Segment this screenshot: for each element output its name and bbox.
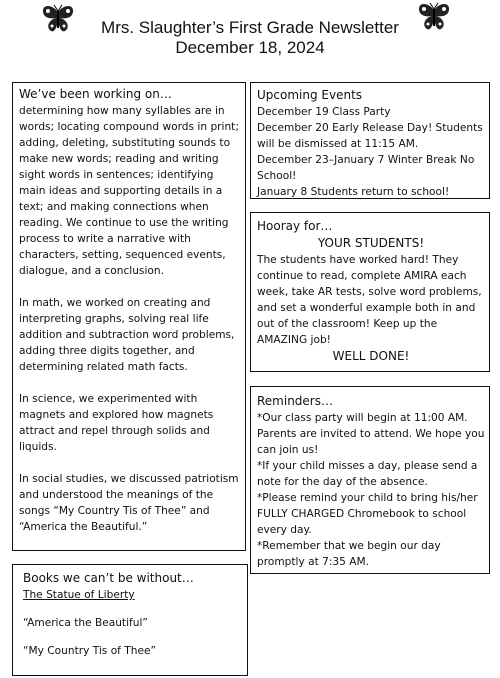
working-on-language-arts: determining how many syllables are in words; locating compound words in print; adding, deleting, substituting sounds to make new words; reading and writing sight words in sentences; identifying main ideas and supporting details in a text; and making connections when reading. We continue to use the writing process to write a narrative with characters, setting, sequenced events, dialogue, and a conclusion. <box>19 105 239 277</box>
event-item: December 23–January 7 Winter Break No School! <box>257 154 475 182</box>
event-item: December 19 Class Party <box>257 106 391 118</box>
working-on-heading: We’ve been working on… <box>19 87 172 101</box>
reminder-item: *If your child misses a day, please send a note for the day of the absence. <box>257 460 478 488</box>
book-item: The Statue of Liberty <box>23 589 135 601</box>
hooray-box <box>250 212 490 372</box>
working-on-social-studies: In social studies, we discussed patriotism and understood the meanings of the songs “My Country Tis of Thee” and “America the Beautiful.” <box>19 473 239 533</box>
events-heading: Upcoming Events <box>257 88 363 102</box>
working-on-science: In science, we experimented with magnets and explored how magnets attract and repel through solids and liquids. <box>19 393 214 453</box>
hooray-subheading: YOUR STUDENTS! <box>317 236 425 250</box>
book-item: “America the Beautiful” <box>23 617 148 629</box>
upcoming-events-box <box>250 82 490 199</box>
reminder-item: *Remember that we begin our day promptly at 7:35 AM. <box>257 540 441 568</box>
newsletter-header <box>0 18 500 58</box>
reminder-item: *Our class party will begin at 11:00 AM. Parents are invited to attend. We hope you can join us! <box>257 412 485 456</box>
working-on-math: In math, we worked on creating and interpreting graphs, solving real life addition and subtraction word problems, adding three digits together, and determining related math facts. <box>19 297 235 373</box>
page-title: Mrs. Slaughter’s First Grade Newsletter <box>101 18 399 37</box>
hooray-heading: Hooray for… <box>257 219 333 233</box>
books-box <box>12 564 248 676</box>
reminder-item: *Please remind your child to bring his/her FULLY CHARGED Chromebook to school every day. <box>257 492 478 536</box>
books-heading: Books we can’t be without… <box>23 571 194 585</box>
hooray-closing: WELL DONE! <box>332 349 410 363</box>
working-on-box <box>12 82 246 551</box>
book-item: “My Country Tis of Thee” <box>23 645 156 657</box>
hooray-body: The students have worked hard! They continue to read, complete AMIRA each week, take AR tests, solve word problems, and set a wonderful example both in and out of the classroom! Keep up the AMAZING job! <box>257 254 482 346</box>
reminders-heading: Reminders… <box>257 394 333 408</box>
event-item: December 20 Early Release Day! Students will be dismissed at 11:15 AM. <box>257 122 483 150</box>
newsletter-date: December 18, 2024 <box>175 38 325 57</box>
reminders-box <box>250 386 490 574</box>
event-item: January 8 Students return to school! <box>257 186 450 198</box>
